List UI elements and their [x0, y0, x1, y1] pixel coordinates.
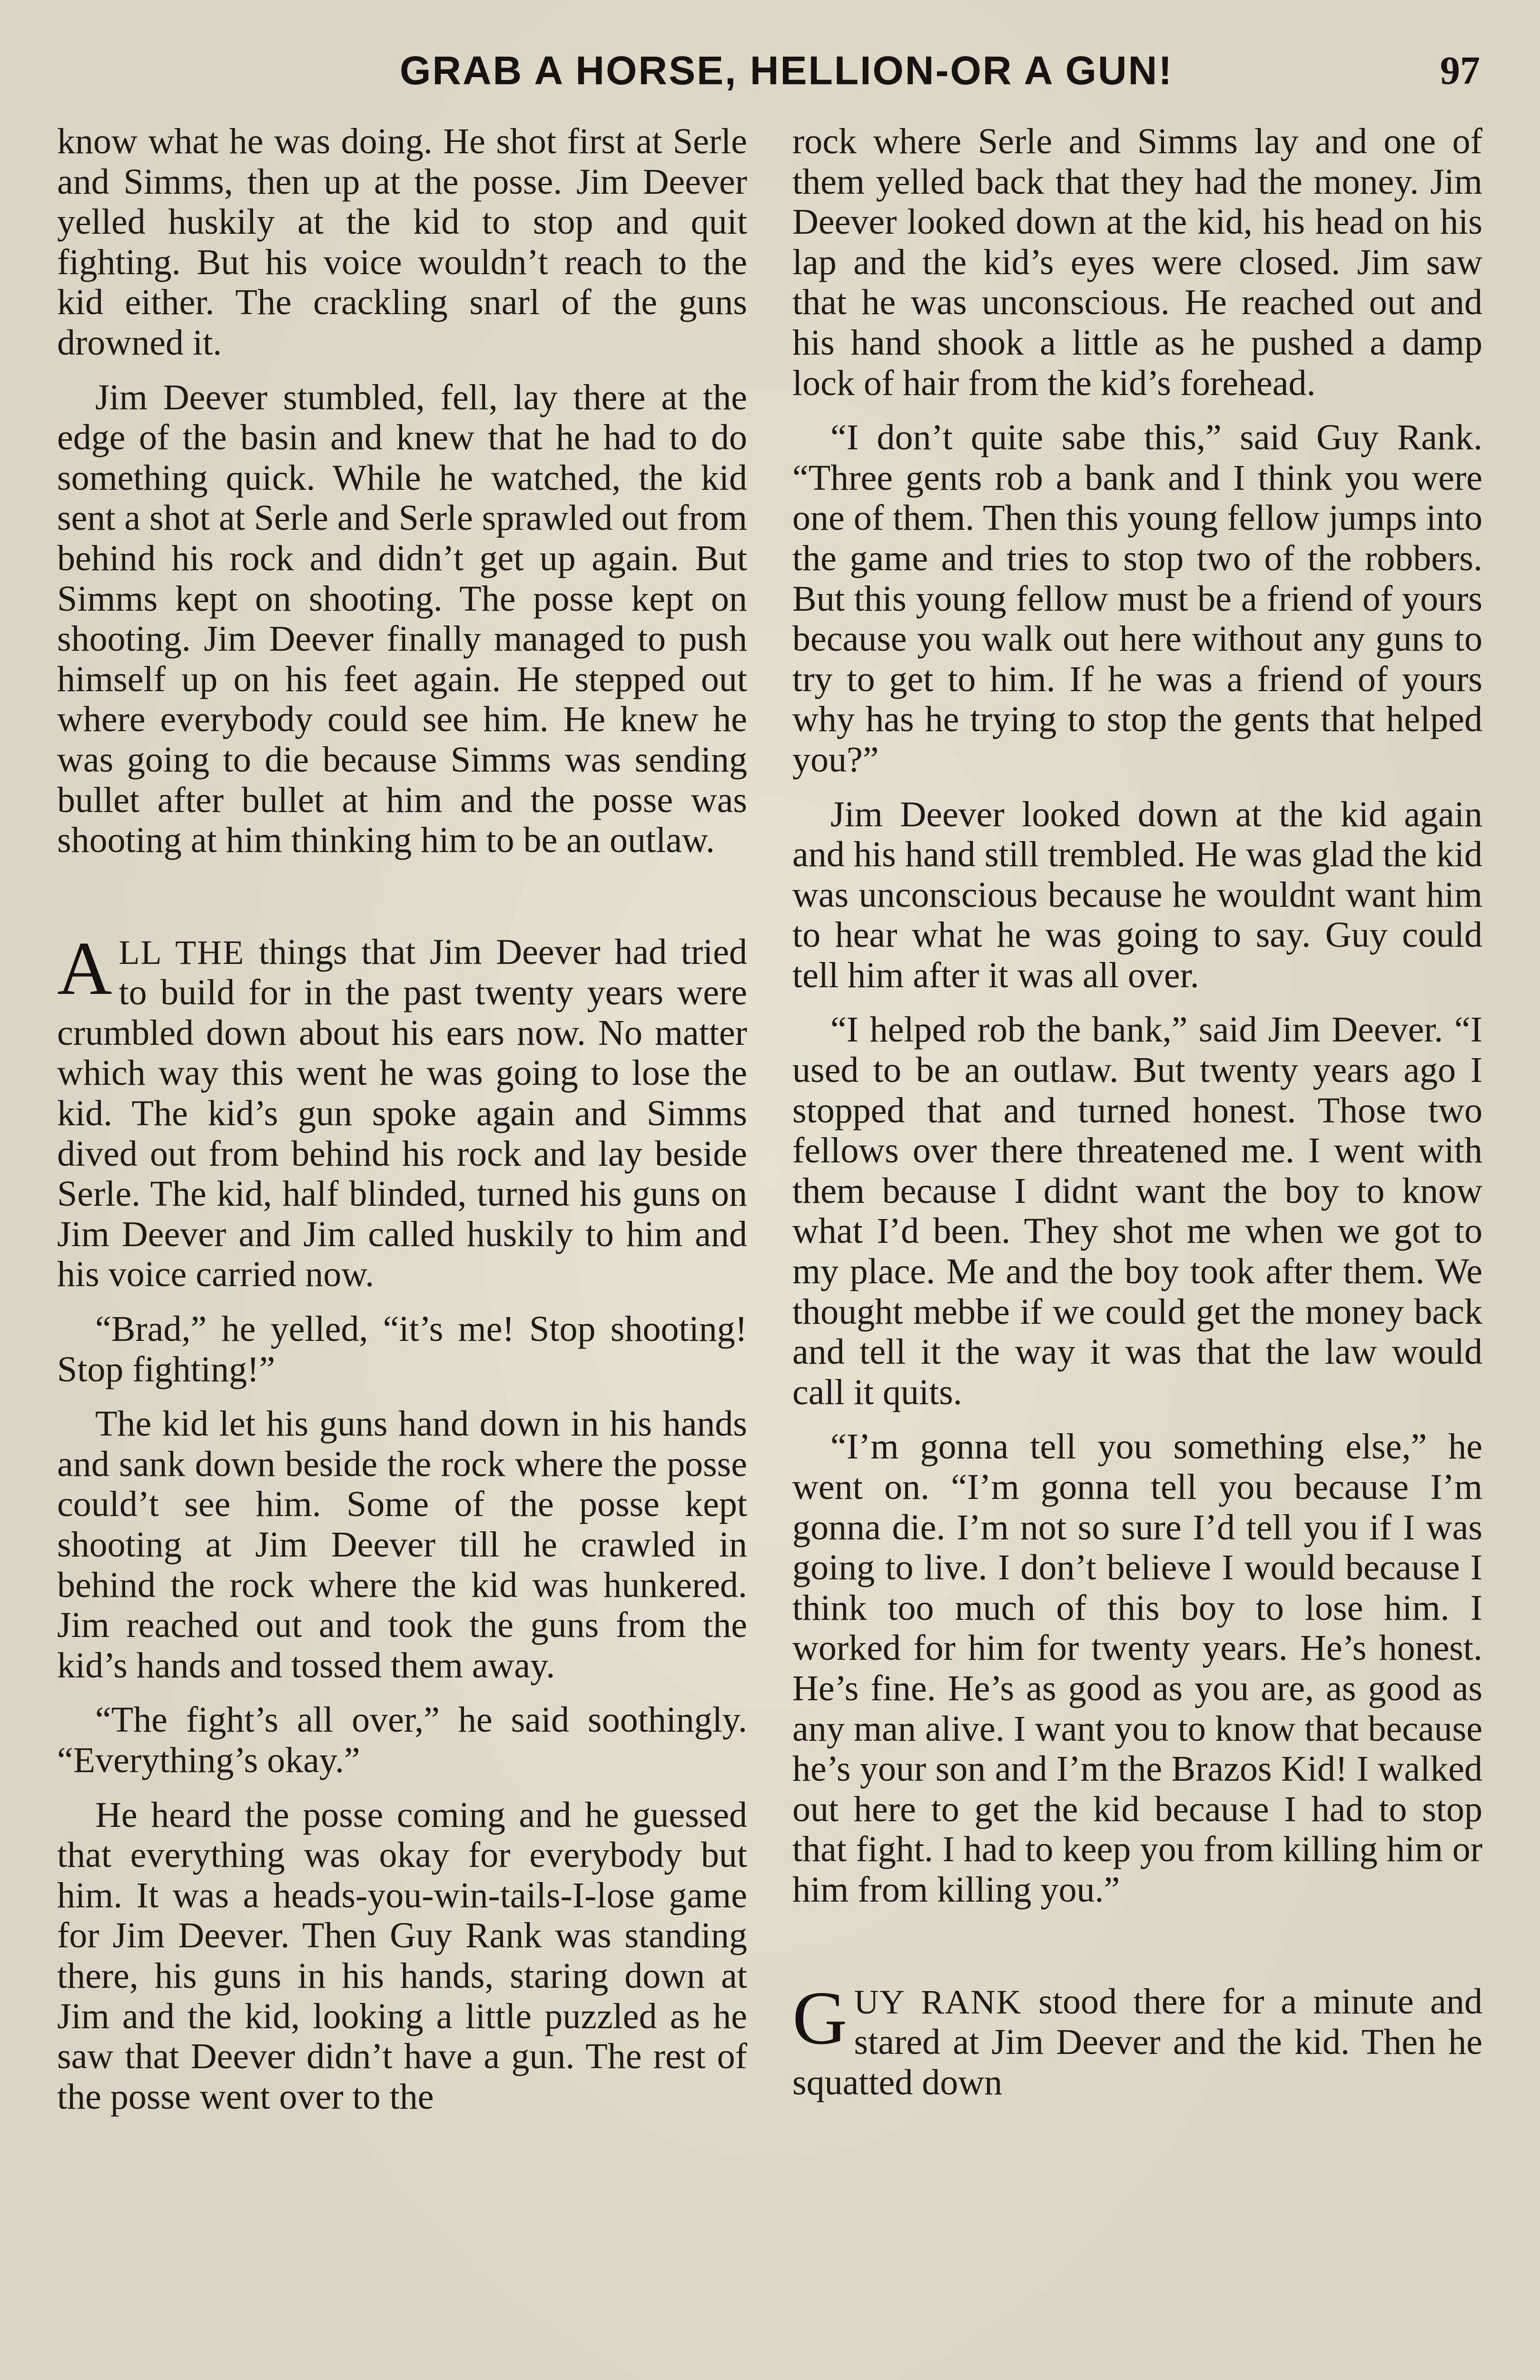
paragraph: The kid let his guns hand down in his hands and sank down beside the rock where the posse could’t see him. Some of the posse kept shooting at Jim Deever till he crawled in behind the rock where the kid was hunkered. Jim reached out and took the guns from the kid’s hands and tossed them away.: [57, 1404, 747, 1686]
drop-cap: G: [792, 1975, 848, 2060]
page-header: [57, 48, 1480, 109]
paragraph: “I helped rob the bank,” said Jim Deever. “I used to be an outlaw. But twenty years ago I stopped that and turned honest. Those two fellows over there threatened me. I went with them because I didnt want the boy to know what I’d been. They shot me when we got to my place. Me and the boy took after them. We thought mebbe if we could get the money back and tell it the way it was that the law would call it quits.: [792, 1010, 1482, 1412]
running-title: GRAB A HORSE, HELLION-OR A GUN!: [400, 48, 1174, 93]
right-column: [792, 121, 1482, 2380]
paragraph-text: things that Jim Deever had tried to build for in the past twenty years were crumbled down about his ears now. No matter which way this went he was going to lose the kid. The kid’s gun spoke again and Simms dived out from behind his rock and lay beside Serle. The kid, half blinded, turned his guns on Jim Deever and Jim called huskily to him and his voice carried now.: [57, 932, 747, 1295]
paragraph-text: stood there for a minute and stared at Jim Deever and the kid. Then he squatted down: [792, 1981, 1482, 2102]
paragraph: “Brad,” he yelled, “it’s me! Stop shooting! Stop fighting!”: [57, 1309, 747, 1389]
section-opening-paragraph: [792, 1975, 1482, 2103]
paragraph: rock where Serle and Simms lay and one of them yelled back that they had the money. Jim Deever looked down at the kid, his head on his lap and the kid’s eyes were closed. Jim saw that he was unconscious. He reached out and his hand shook a little as he pushed a damp lock of hair from the kid’s forehead.: [792, 121, 1482, 403]
drop-cap: A: [57, 925, 112, 1011]
page-number: 97: [1440, 49, 1480, 93]
paragraph: Jim Deever looked down at the kid again and his hand still trembled. He was glad the kid was unconscious because he wouldnt want him to hear what he was going to say. Guy could tell him after it was all over.: [792, 794, 1482, 995]
left-column: [57, 121, 747, 2380]
paragraph: “I’m gonna tell you something else,” he went on. “I’m gonna tell you because I’m gonna die. I’m not so sure I’d tell you if I was going to live. I don’t believe I would because I think too much of this boy to lose him. I worked for him for twenty years. He’s honest. He’s fine. He’s as good as you are, as good as any man alive. I want you to know that because he’s your son and I’m the Brazos Kid! I walked out here to get the kid because I had to stop that fight. I had to keep you from killing him or him from killing you.”: [792, 1427, 1482, 1910]
paragraph: Jim Deever stumbled, fell, lay there at the edge of the basin and knew that he had to do something quick. While he watched, the kid sent a shot at Serle and Serle sprawled out from behind his rock and didn’t get up again. But Simms kept on shooting. The posse kept on shooting. Jim Deever finally managed to push himself up on his feet again. He stepped out where everybody could see him. He knew he was going to die because Simms was sending bullet after bullet at him and the posse was shooting at him thinking him to be an outlaw.: [57, 377, 747, 861]
section-opening-paragraph: [57, 925, 747, 1295]
paragraph: He heard the posse coming and he guessed that everything was okay for everybody but him. It was a heads-you-win-tails-I-lose game for Jim Deever. Then Guy Rank was standing there, his guns in his hands, staring down at Jim and the kid, looking a little puzzled as he saw that Deever didn’t have a gun. The rest of the posse went over to the: [57, 1795, 747, 2117]
paragraph: know what he was doing. He shot first at Serle and Simms, then up at the posse. Jim Deever yelled huskily at the kid to stop and quit fighting. But his voice wouldn’t reach to the kid either. The crackling snarl of the guns drowned it.: [57, 121, 747, 363]
lead-in-caps: UY RANK: [854, 1983, 1022, 2021]
paragraph: “I don’t quite sabe this,” said Guy Rank. “Three gents rob a bank and I think you were one of them. Then this young fellow jumps into the game and tries to stop two of the robbers. But this young fellow must be a friend of yours because you walk out here without any guns to try to get to him. If he was a friend of yours why has he trying to stop the gents that helped you?”: [792, 417, 1482, 780]
paragraph: “The fight’s all over,” he said soothingly. “Everything’s okay.”: [57, 1700, 747, 1780]
lead-in-caps: LL THE: [118, 933, 245, 972]
